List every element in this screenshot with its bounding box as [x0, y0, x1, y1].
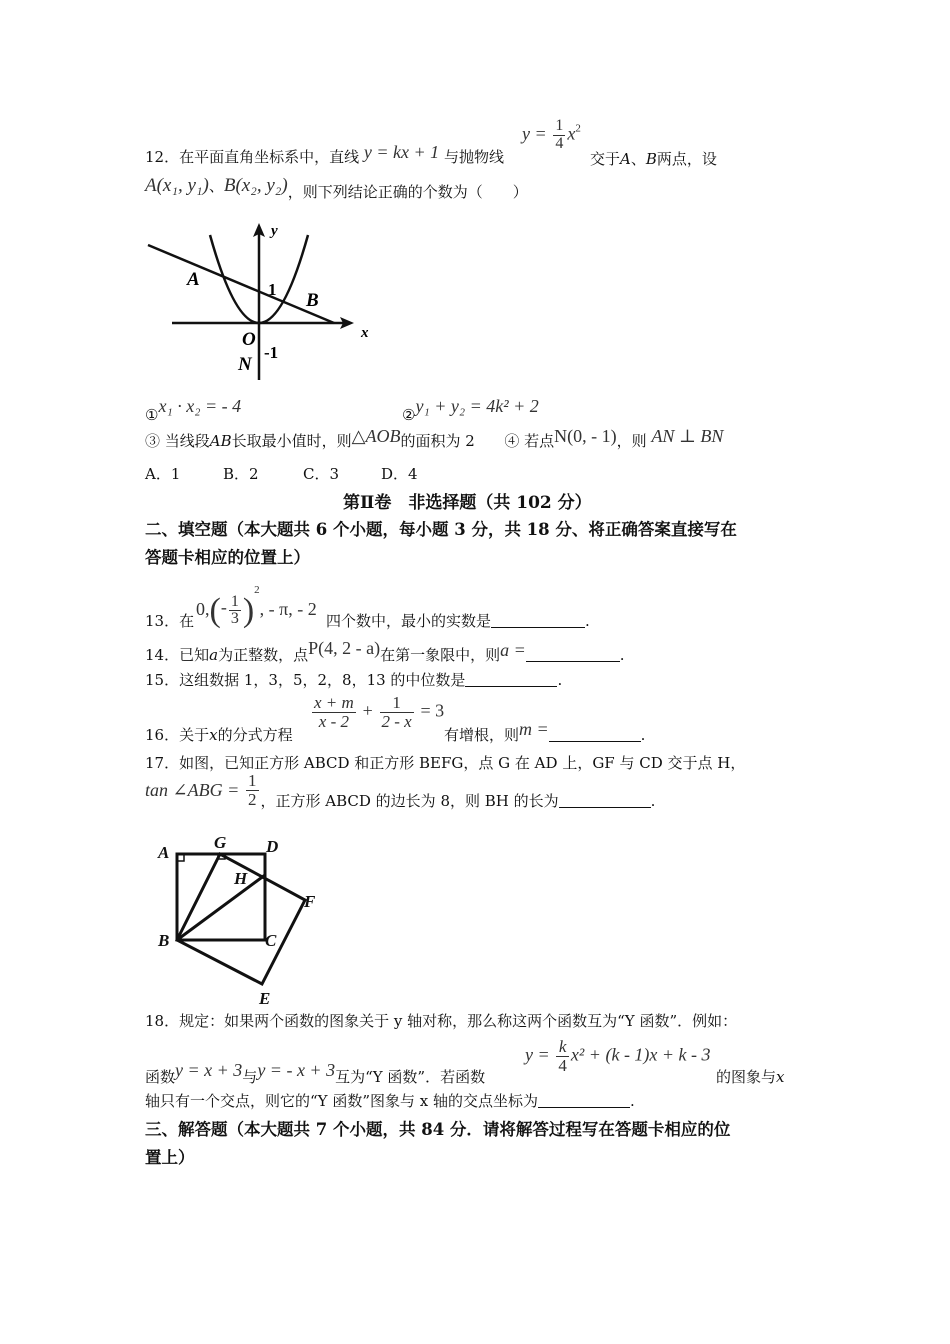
choice-d: D．4	[381, 465, 418, 483]
label-y: y	[271, 223, 278, 239]
part3-line1: 三、解答题（本大题共 7 个小题，共 84 分．请将解答过程写在答题卡相应的位	[145, 1120, 731, 1139]
q18-line1: 18．规定：如果两个函数的图象关于 y 轴对称，那么称这两个函数互为“Y 函数”．例如：	[145, 1012, 738, 1030]
q13-line: 13．在	[145, 612, 195, 630]
part2-section-line1: 二、填空题（本大题共 6 个小题，每小题 3 分，共 18 分、将正确答案直接写在	[145, 520, 737, 539]
part2-section-line2: 答题卡相应的位置上）	[145, 548, 310, 567]
q12-line2: A(x₁, y₁)、B(x₂, y₂)，则下列结论正确的个数为（ ）	[145, 175, 528, 201]
q12-number: 12．	[145, 148, 180, 166]
q17-answer-blank[interactable]	[559, 793, 651, 808]
q12-line-equation: y = kx + 1	[363, 142, 440, 162]
q12-point-a: A(x₁, y₁)	[145, 175, 209, 196]
q17-line2: tan ∠ABG = $\frac{1}{2}$ ，正方形 ABCD 的边长为 8，则 BH 的长为 .	[145, 771, 656, 811]
q18-line2: 函数y = x + 3与y = - x + 3互为“Y 函数”．若函数	[145, 1060, 486, 1086]
choice-c: C．3	[303, 465, 340, 483]
q18-function: y = $\frac{k}{4}$ x² + (k - 1)x + k - 3	[525, 1037, 711, 1075]
label-x: x	[361, 325, 369, 341]
label-g: G	[214, 833, 227, 852]
q12-choices	[145, 463, 418, 484]
label-a: A	[187, 269, 200, 290]
q17-figure	[152, 830, 327, 1008]
q18-answer-blank[interactable]	[538, 1093, 630, 1108]
label-d: D	[266, 837, 279, 856]
q13-expression: 0,(- $\frac{1}{3}$ )$^2$, - π, - 2	[196, 584, 317, 629]
q12-option-2: ②y₁ + y₂ = 4k² + 2	[402, 396, 539, 424]
q12-option-1: ①x₁ · x₂ = - 4	[145, 396, 242, 424]
label-one: 1	[268, 280, 277, 299]
choice-b: B．2	[223, 465, 259, 483]
q12-line1-tail: 交于A、B两点，设	[590, 150, 717, 168]
segment-bh	[177, 875, 265, 940]
label-o: O	[242, 329, 256, 350]
label-minus-one: -1	[264, 343, 279, 362]
q14-answer-blank[interactable]	[526, 647, 620, 662]
q16-line: 16．关于x的分式方程	[145, 726, 293, 744]
q18-line2-tail: 的图象与x	[716, 1068, 785, 1086]
q14-line: 14．已知a为正整数，点P(4, 2 - a)在第一象限中，则a = .	[145, 638, 625, 664]
q12-parabola-formula: y = $\frac{1}{4}$ $x^2$	[522, 117, 581, 152]
q12-point-b: B(x₂, y₂)	[223, 175, 288, 196]
q18-line3: 轴只有一个交点，则它的“Y 函数”图象与 x 轴的交点坐标为 .	[145, 1092, 635, 1110]
part2-title: 第Ⅱ卷 非选择题（共 102 分）	[343, 493, 592, 513]
q12-line1: 12．在平面直角坐标系中，直线 y = kx + 1 与抛物线	[145, 142, 504, 166]
q13-line-tail: 四个数中，最小的实数是 .	[326, 612, 590, 630]
choice-a: A．1	[145, 465, 181, 483]
q15-line: 15．这组数据 1，3，5，2，8，13 的中位数是 .	[145, 671, 563, 689]
q13-answer-blank[interactable]	[491, 613, 585, 628]
label-c: C	[265, 931, 277, 950]
q12-options-3-4: ③ 当线段AB长取最小值时，则△AOB的面积为 2 ④ 若点N(0, - 1)，则 AN ⊥ BN	[145, 426, 724, 450]
q16-answer-blank[interactable]	[549, 727, 641, 742]
part3-line2: 置上）	[145, 1148, 195, 1167]
label-f: F	[304, 892, 316, 911]
label-n: N	[238, 354, 252, 375]
label-b: B	[158, 931, 170, 950]
q17-line1: 17．如图，已知正方形 ABCD 和正方形 BEFG，点 G 在 AD 上，GF 与 CD 交于点 H，	[145, 754, 746, 772]
label-h: H	[234, 869, 248, 888]
q12-graph	[140, 215, 380, 390]
label-a: A	[158, 843, 170, 862]
q16-line-tail: 有增根，则m = .	[444, 719, 646, 744]
label-b: B	[306, 290, 319, 311]
q15-answer-blank[interactable]	[465, 672, 557, 687]
label-e: E	[259, 989, 271, 1008]
q16-equation: $\frac{x + m}{x - 2}$ + $\frac{1}{2 - x}$ = 3	[314, 693, 445, 731]
square-abcd	[177, 854, 265, 940]
